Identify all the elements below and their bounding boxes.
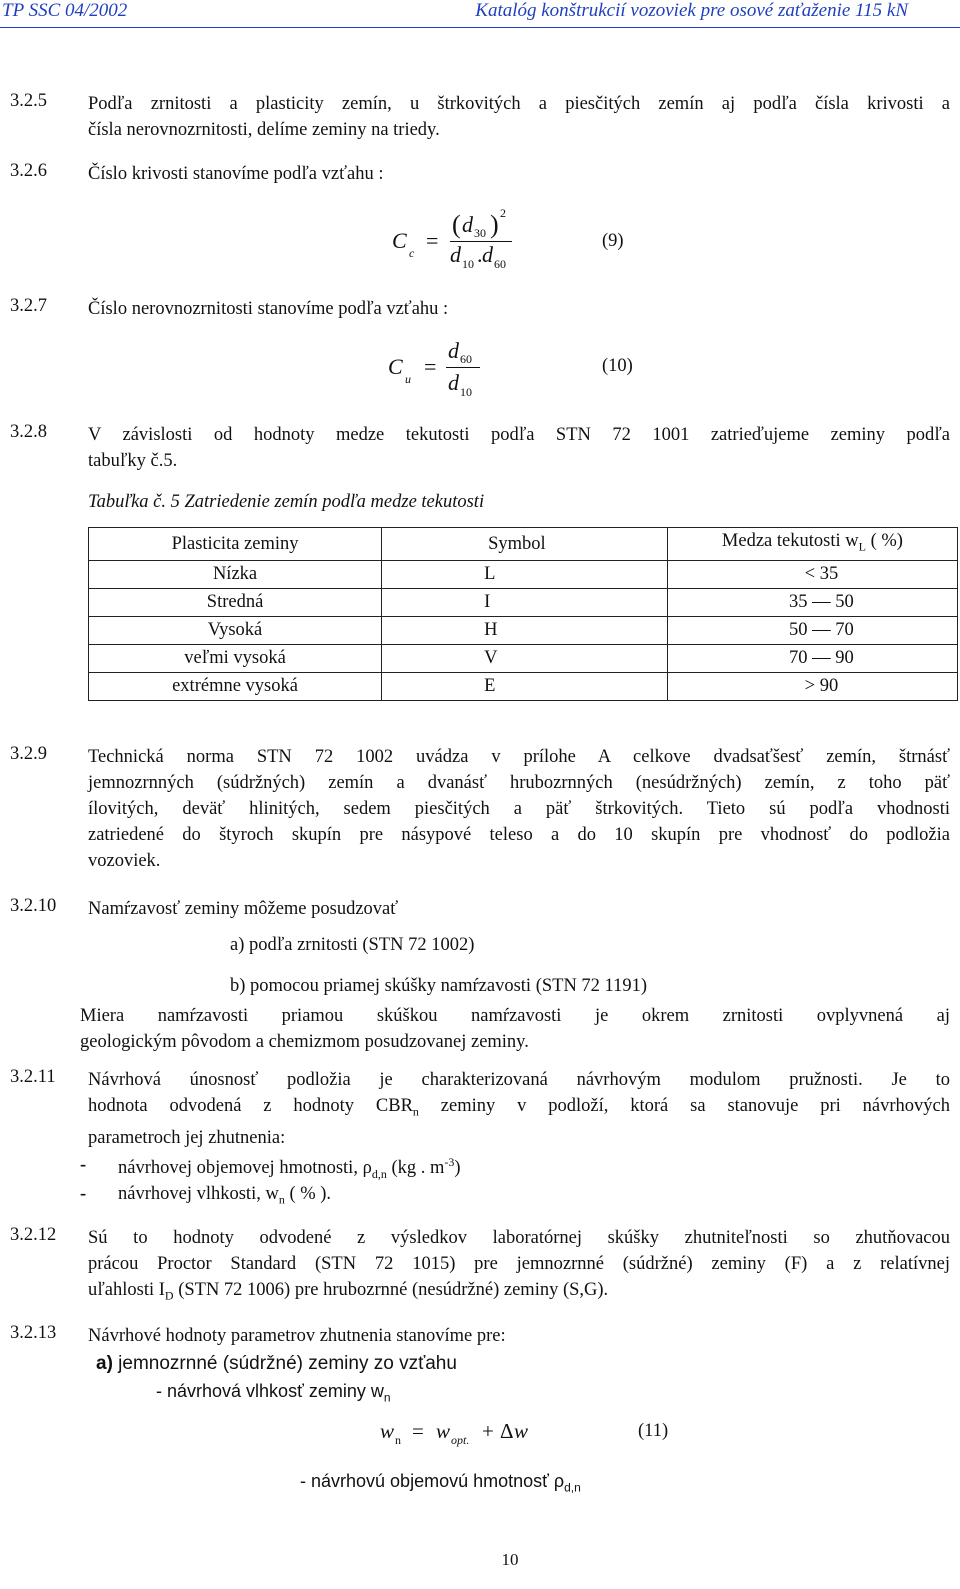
formula-symbol: w	[514, 1419, 529, 1443]
formula-paren: (	[452, 210, 461, 239]
formula-subscript: 10	[462, 257, 474, 271]
text: návrhovej objemovej hmotnosti, ρ	[118, 1158, 372, 1179]
formula-subscript: 10	[460, 385, 472, 399]
list-item-a: a) podľa zrnitosti (STN 72 1002)	[230, 935, 475, 955]
header-rule	[0, 27, 960, 28]
cell-value: < 35	[804, 564, 839, 585]
cell-value: 35 — 50	[789, 592, 854, 613]
paragraph-3-2-7: Číslo nerovnozrnitosti stanovíme podľa vzťahu :	[88, 299, 449, 319]
subscript: D	[164, 1288, 174, 1303]
text: ( % ).	[284, 1184, 332, 1204]
paragraph-3-2-10-cont	[80, 1003, 950, 1055]
header-text: Medza tekutosti w	[721, 531, 859, 551]
text: - návrhovú objemovú hmotnosť ρ	[300, 1471, 565, 1491]
line: zatriedené do štyroch skupín pre násypové teleso a do 10 skupín pre vhodnosť do podložia	[88, 825, 950, 845]
section-number: 3.2.9	[10, 744, 47, 764]
formula-symbol: d	[450, 242, 461, 267]
formula-symbol: d	[448, 338, 459, 363]
line: tabuľky č.5.	[88, 451, 178, 471]
equation-label: (9)	[602, 231, 624, 251]
formula-symbol: d	[482, 242, 493, 267]
formula-equals: =	[426, 228, 439, 253]
formula-dot: .	[477, 242, 483, 267]
section-number: 3.2.11	[10, 1067, 56, 1087]
cell-value: 50 — 70	[789, 620, 854, 641]
table-cell: V	[382, 644, 668, 672]
table-cell: extrémne vysoká	[89, 672, 382, 700]
line	[88, 1280, 609, 1303]
formula-subscript: n	[395, 1433, 401, 1447]
list-item	[118, 1184, 331, 1208]
header-text: ( %)	[865, 531, 903, 551]
formula-subscript: 60	[494, 257, 506, 271]
formula-equals: =	[412, 1419, 424, 1443]
table-cell	[667, 588, 957, 616]
text: návrhovej vlhkosti, w	[118, 1184, 279, 1204]
formula-paren: )	[490, 210, 499, 239]
formula-plus: +	[482, 1419, 494, 1443]
table-cell: I	[382, 588, 668, 616]
fraction-line	[446, 367, 480, 368]
table-cell: L	[382, 560, 668, 588]
table-cell	[667, 560, 957, 588]
formula-symbol: C	[392, 228, 407, 253]
dash-bullet: -	[80, 1184, 87, 1204]
page-number: 10	[501, 1550, 519, 1569]
formula-symbol: C	[388, 354, 403, 379]
line: prácou Proctor Standard (STN 72 1015) pre jemnozrnné (súdržné) zeminy (F) a z relatívnej	[88, 1254, 950, 1274]
table-caption: Tabuľka č. 5 Zatriedenie zemín podľa medze tekutosti	[88, 492, 485, 512]
formula-exponent: 2	[500, 206, 506, 220]
table-cell	[667, 644, 957, 672]
header-subscript: L	[858, 539, 866, 554]
list-item-b: b) pomocou priamej skúšky namŕzavosti (STN 72 1191)	[230, 976, 648, 996]
line: jemnozrnných (súdržných) zemín a dvanásť hrubozrnných (nesúdržných) zemín, z toho päť	[88, 773, 950, 793]
header-right: Katalóg konštrukcií vozoviek pre osové zaťaženie 115 kN	[475, 0, 908, 21]
line: čísla nerovnozrnitosti, delíme zeminy na triedy.	[88, 120, 440, 140]
paragraph-3-2-8	[88, 422, 950, 474]
line: vozoviek.	[88, 851, 161, 871]
line: Technická norma STN 72 1002 uvádza v prílohe A celkove dvadsaťšesť zemín, štrnásť	[88, 747, 950, 767]
header-cell: Symbol	[382, 528, 668, 561]
header-left: TP SSC 04/2002	[2, 0, 128, 21]
sub-item	[156, 1381, 391, 1405]
text: (STN 72 1006) pre hrubozrnné (nesúdržné) zeminy (S,G).	[173, 1280, 609, 1300]
section-number: 3.2.7	[10, 296, 47, 316]
section-number: 3.2.12	[10, 1225, 57, 1245]
formula-symbol: d	[448, 370, 459, 395]
text: )	[454, 1158, 461, 1179]
table-row	[89, 672, 958, 700]
subscript: n	[383, 1390, 391, 1405]
table-cell: Stredná	[89, 588, 382, 616]
paragraph-3-2-6: Číslo krivosti stanovíme podľa vzťahu :	[88, 164, 384, 184]
section-number: 3.2.5	[10, 91, 47, 111]
line: Návrhová únosnosť podložia je charakterizovaná návrhovým modulom pružnosti. Je to	[88, 1070, 950, 1090]
section-number: 3.2.8	[10, 422, 47, 442]
line: Podľa zrnitosti a plasticity zemín, u štrkovitých a piesčitých zemín aj podľa čísla krivosti a	[88, 94, 950, 114]
paragraph-3-2-5	[88, 91, 950, 143]
section-number: 3.2.10	[10, 896, 57, 916]
cell-value: > 90	[804, 676, 839, 697]
table-cell	[667, 672, 957, 700]
table-5	[88, 527, 958, 701]
cell-value: 70 — 90	[789, 648, 854, 669]
formula-symbol: w	[380, 1419, 395, 1443]
paragraph-3-2-13: Návrhové hodnoty parametrov zhutnenia stanovíme pre:	[88, 1326, 506, 1346]
table-cell: E	[382, 672, 668, 700]
formula-symbol: w	[436, 1419, 451, 1443]
header-cell: Plasticita zeminy	[89, 528, 382, 561]
page-header	[0, 0, 960, 26]
table-header-row	[89, 528, 958, 561]
superscript: -3	[444, 1155, 455, 1169]
paragraph-3-2-12	[88, 1225, 950, 1309]
text: zeminy v podloží, ktorá sa stanovuje pri návrhových	[418, 1096, 950, 1116]
paragraph-3-2-10: Namŕzavosť zeminy môžeme posudzovať	[88, 899, 399, 919]
table-cell: veľmi vysoká	[89, 644, 382, 672]
table-cell: Nízka	[89, 560, 382, 588]
equation-label: (11)	[638, 1421, 669, 1441]
text: hodnota odvodená z hodnoty CBR	[88, 1096, 413, 1116]
line: Miera namŕzavosti priamou skúškou namŕzavosti je okrem zrnitosti ovplyvnená aj	[80, 1006, 950, 1026]
formula-subscript: u	[405, 372, 411, 386]
line: Sú to hodnoty odvodené z výsledkov laboratórnej skúšky zhutniteľnosti so zhutňovacou	[88, 1228, 950, 1248]
subscript: d,n	[564, 1480, 581, 1495]
sub-item	[300, 1471, 581, 1495]
item-text: jemnozrnné (súdržné) zeminy zo vzťahu	[112, 1353, 457, 1374]
equation-label: (10)	[602, 356, 633, 376]
line: parametroch jej zhutnenia:	[88, 1127, 286, 1148]
item-label: a)	[96, 1353, 113, 1374]
paragraph-3-2-9	[88, 744, 950, 874]
section-number: 3.2.13	[10, 1323, 57, 1343]
subscript: d,n	[371, 1166, 387, 1181]
table-cell: H	[382, 616, 668, 644]
list-item	[118, 1155, 461, 1182]
formula-subscript: c	[409, 246, 415, 260]
formula-delta: Δ	[500, 1419, 514, 1443]
formula-subscript: opt.	[451, 1433, 470, 1447]
table-cell	[667, 616, 957, 644]
line: ílovitých, deväť hlinitých, sedem piesčitých a päť štrkovitých. Tieto sú podľa vhodnosti	[88, 799, 950, 819]
subscript: n	[412, 1104, 419, 1119]
subscript: n	[278, 1192, 285, 1207]
formula-equals: =	[424, 354, 437, 379]
dash-bullet: -	[80, 1155, 87, 1175]
table-cell: Vysoká	[89, 616, 382, 644]
formula-subscript: 60	[460, 352, 472, 366]
line: geologickým pôvodom a chemizmom posudzovanej zeminy.	[80, 1032, 529, 1052]
table-row	[89, 588, 958, 616]
table-row	[89, 560, 958, 588]
table-row	[89, 616, 958, 644]
paragraph-3-2-11	[88, 1067, 950, 1151]
line	[88, 1093, 950, 1125]
header-cell	[667, 528, 957, 561]
text: - návrhová vlhkosť zeminy w	[156, 1381, 384, 1401]
text: (kg . m	[386, 1158, 445, 1179]
item-a	[96, 1353, 457, 1375]
formula-subscript: 30	[474, 226, 486, 240]
section-number: 3.2.6	[10, 161, 47, 181]
formula-symbol: d	[462, 212, 473, 237]
text: uľahlosti I	[88, 1280, 165, 1300]
line: V závislosti od hodnoty medze tekutosti podľa STN 72 1001 zatrieďujeme zeminy podľa	[88, 425, 950, 445]
table-row	[89, 644, 958, 672]
